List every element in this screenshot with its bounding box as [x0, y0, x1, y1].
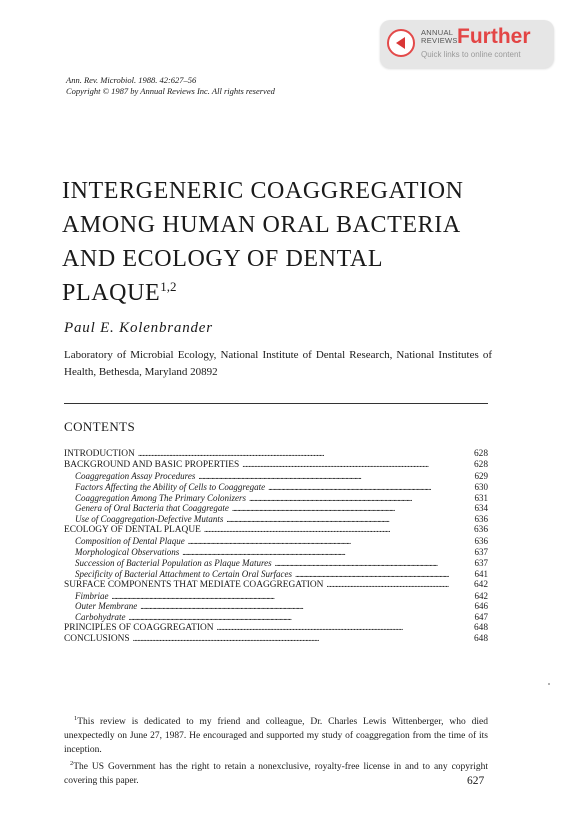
contents-heading: CONTENTS	[64, 419, 136, 434]
author-affiliation: Laboratory of Microbial Ecology, National Institute of Dental Research, National Institutes of Health, Bethesda, Maryland 20892	[64, 349, 492, 378]
toc-leader-dots	[268, 482, 449, 493]
title-line-3: AND ECOLOGY OF DENTAL	[62, 246, 384, 272]
footnote-1-text: This review is dedicated to my friend and colleague, Dr. Charles Lewis Wittenberger, who died unexpectedly on June 27, 1987. He encouraged and supported my study of coaggregation from the time of its inception.	[64, 717, 488, 756]
annual-reviews-logo-icon	[387, 29, 415, 57]
toc-entry[interactable]	[64, 482, 488, 493]
copyright-notice: Copyright © 1987 by Annual Reviews Inc. All rights reserved	[66, 86, 275, 96]
toc-entry-page: 648	[473, 634, 488, 645]
table-of-contents	[64, 449, 488, 645]
toc-entry-page: 642	[473, 579, 488, 590]
footnote-2-mark: 2	[70, 760, 74, 768]
toc-entry-title: Use of Coaggregation-Defective Mutants	[75, 514, 224, 525]
further-badge[interactable]	[380, 20, 554, 68]
toc-leader-dots	[326, 580, 449, 591]
journal-citation: Ann. Rev. Microbiol. 1988. 42:627–56	[66, 75, 197, 85]
publisher-name	[421, 29, 458, 45]
toc-entry[interactable]	[64, 536, 488, 547]
toc-entry[interactable]	[64, 634, 488, 645]
toc-leader-dots	[140, 601, 449, 612]
toc-leader-dots	[112, 591, 450, 602]
title-line-4-text: PLAQUE	[62, 280, 161, 306]
toc-entry-page: 641	[474, 568, 488, 579]
toc-leader-dots	[129, 612, 450, 623]
toc-entry-title: Outer Membrane	[75, 601, 138, 612]
toc-leader-dots	[204, 525, 449, 536]
toc-entry-title: CONCLUSIONS	[64, 634, 130, 645]
toc-leader-dots	[232, 503, 449, 514]
toc-entry-title: PRINCIPLES OF COAGGREGATION	[64, 623, 214, 634]
toc-entry-title: Succession of Bacterial Population as Plaque Matures	[75, 557, 272, 568]
toc-entry-page: 647	[474, 612, 488, 623]
toc-entry-page: 630	[474, 481, 488, 492]
toc-entry-page: 648	[473, 623, 488, 634]
toc-leader-dots	[138, 449, 449, 460]
publisher-line-1: ANNUAL	[421, 28, 454, 37]
toc-entry[interactable]	[64, 503, 488, 514]
toc-leader-dots	[182, 547, 449, 558]
title-footnote-marks[interactable]: 1,2	[160, 279, 177, 294]
toc-entry-title: INTRODUCTION	[64, 449, 135, 459]
toc-entry-page: 637	[474, 547, 488, 558]
toc-entry[interactable]	[64, 449, 488, 460]
toc-entry[interactable]	[64, 612, 488, 623]
toc-leader-dots	[242, 460, 449, 471]
toc-leader-dots	[226, 514, 449, 525]
toc-leader-dots	[133, 634, 449, 645]
page-number: 627	[467, 775, 485, 787]
toc-entry-title: Specificity of Bacterial Attachment to Certain Oral Surfaces	[75, 568, 293, 579]
toc-entry-page: 629	[474, 470, 488, 481]
toc-entry[interactable]	[64, 514, 488, 525]
footnote-2	[64, 757, 488, 788]
toc-entry[interactable]	[64, 525, 488, 536]
footnotes	[64, 712, 488, 788]
toc-entry-page: 646	[474, 601, 488, 612]
author-name: Paul E. Kolenbrander	[64, 320, 213, 336]
further-tagline: Quick links to online content	[421, 50, 521, 59]
toc-entry[interactable]	[64, 591, 488, 602]
toc-entry-title: Carbohydrate	[75, 612, 126, 623]
toc-entry[interactable]	[64, 601, 488, 612]
toc-entry[interactable]	[64, 547, 488, 558]
toc-entry-title: ECOLOGY OF DENTAL PLAQUE	[64, 525, 201, 536]
toc-entry-title: Coaggregation Assay Procedures	[75, 470, 196, 481]
toc-entry[interactable]	[64, 623, 488, 634]
toc-entry-page: 628	[473, 449, 488, 459]
journal-citation-block	[66, 75, 275, 97]
toc-leader-dots	[188, 536, 449, 547]
toc-entry[interactable]	[64, 493, 488, 504]
toc-entry-page: 631	[474, 492, 488, 503]
toc-entry-title: Factors Affecting the Ability of Cells to Coaggregate	[75, 481, 266, 492]
footnote-1-mark: 1	[74, 715, 78, 722]
toc-entry-title: Morphological Observations	[75, 547, 180, 558]
toc-entry-title: Coaggregation Among The Primary Colonizers	[75, 492, 247, 503]
toc-entry[interactable]	[64, 471, 488, 482]
toc-entry-page: 628	[473, 459, 488, 470]
toc-leader-dots	[198, 471, 449, 482]
toc-entry-title: BACKGROUND AND BASIC PROPERTIES	[64, 459, 240, 470]
article-title	[62, 174, 532, 310]
title-line-1: INTERGENERIC COAGGREGATION	[62, 178, 464, 204]
toc-leader-dots	[217, 623, 450, 634]
toc-entry-page: 636	[474, 536, 488, 547]
toc-entry-page: 642	[474, 590, 488, 601]
toc-entry[interactable]	[64, 558, 488, 569]
title-line-2: AMONG HUMAN ORAL BACTERIA	[62, 212, 461, 238]
toc-leader-dots	[275, 558, 449, 569]
scan-speck	[548, 683, 550, 685]
toc-entry-page: 637	[474, 557, 488, 568]
toc-entry-title: SURFACE COMPONENTS THAT MEDIATE COAGGREGATION	[64, 579, 324, 590]
toc-entry-page: 636	[474, 514, 488, 525]
toc-entry[interactable]	[64, 460, 488, 471]
title-line-4	[62, 276, 532, 310]
section-divider	[64, 403, 488, 404]
toc-entry-title: Composition of Dental Plaque	[75, 536, 185, 547]
toc-entry-page: 636	[473, 525, 488, 536]
toc-entry-page: 634	[474, 503, 488, 514]
toc-leader-dots	[295, 569, 449, 580]
publisher-line-2: REVIEWS	[421, 36, 458, 45]
further-brand: Further	[457, 25, 531, 48]
toc-leader-dots	[249, 493, 449, 504]
toc-entry[interactable]	[64, 569, 488, 580]
footnote-2-text: The US Government has the right to retain a nonexclusive, royalty-free license in and to any copyright covering this paper.	[64, 762, 488, 787]
footnote-1	[64, 712, 488, 757]
toc-entry-title: Fimbriae	[75, 590, 109, 601]
toc-entry-title: Genera of Oral Bacteria that Coaggregate	[75, 503, 229, 514]
toc-entry[interactable]	[64, 580, 488, 591]
